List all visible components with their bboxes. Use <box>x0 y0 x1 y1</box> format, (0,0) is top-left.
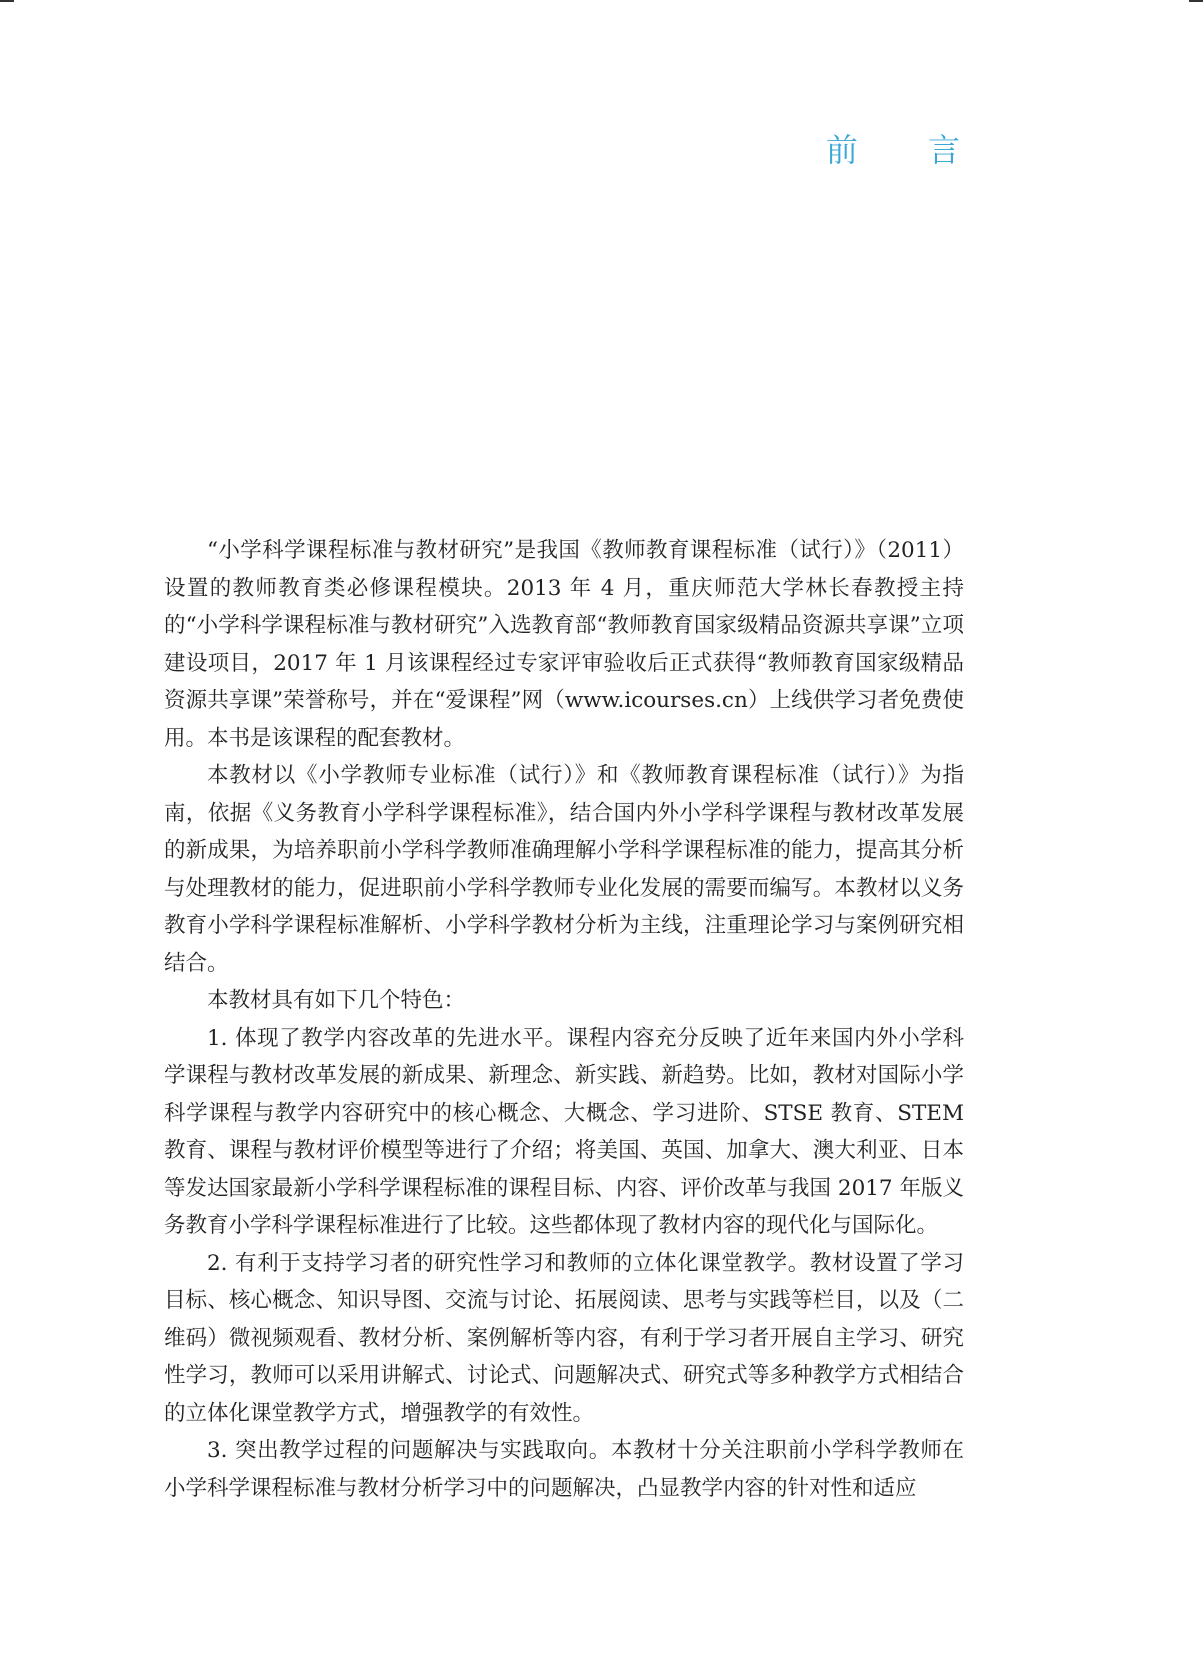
paragraph-features-lead: 本教材具有如下几个特色： <box>207 988 466 1013</box>
crop-mark-right <box>1189 0 1203 2</box>
crop-mark-left <box>0 0 14 2</box>
page-title: 前 言 <box>825 131 990 169</box>
paragraph-feature-2: 2. 有利于支持学习者的研究性学习和教师的立体化课堂教学。教材设置了学习目标、核心概念、知识导图、交流与讨论、拓展阅读、思考与实践等栏目，以及（二维码）微视频观看、教材分析、案例解析等内容，有利于学习者开展自主学习、研究性学习，教师可以采用讲解式、讨论式、问题解决式、研究式等多种教学方式相结合的立体化课堂教学方式，增强教学的有效性。 <box>164 1250 964 1426</box>
paragraph-purpose: 本教材以《小学教师专业标准（试行）》和《教师教育课程标准（试行）》为指南，依据《义务教育小学科学课程标准》，结合国内外小学科学课程与教材改革发展的新成果，为培养职前小学科学教师准确理解小学科学课程标准的能力，提高其分析与处理教材的能力，促进职前小学科学教师专业化发展的需要而编写。本教材以义务教育小学科学课程标准解析、小学科学教材分析为主线，注重理论学习与案例研究相结合。 <box>164 763 964 976</box>
body-text <box>164 532 964 1507</box>
paragraph-intro: “小学科学课程标准与教材研究”是我国《教师教育课程标准（试行）》（2011）设置的教师教育类必修课程模块。2013 年 4 月，重庆师范大学林长春教授主持的“小学科学课程标准与教材研究”入选教育部“教师教育国家级精品资源共享课”立项建设项目，2017 年 1 月该课程经过专家评审验收后正式获得“教师教育国家级精品资源共享课”荣誉称号，并在“爱课程”网（www.icourses.cn）上线供学习者免费使用。本书是该课程的配套教材。 <box>164 538 964 751</box>
paragraph-feature-1: 1. 体现了教学内容改革的先进水平。课程内容充分反映了近年来国内外小学科学课程与教材改革发展的新成果、新理念、新实践、新趋势。比如，教材对国际小学科学课程与教学内容研究中的核心概念、大概念、学习进阶、STSE 教育、STEM 教育、课程与教材评价模型等进行了介绍；将美国、英国、加拿大、澳大利亚、日本等发达国家最新小学科学课程标准的课程目标、内容、评价改革与我国 2017 年版义务教育小学科学课程标准进行了比较。这些都体现了教材内容的现代化与国际化。 <box>164 1025 964 1238</box>
paragraph-feature-3: 3. 突出教学过程的问题解决与实践取向。本教材十分关注职前小学科学教师在小学科学课程标准与教材分析学习中的问题解决，凸显教学内容的针对性和适应 <box>164 1438 964 1501</box>
